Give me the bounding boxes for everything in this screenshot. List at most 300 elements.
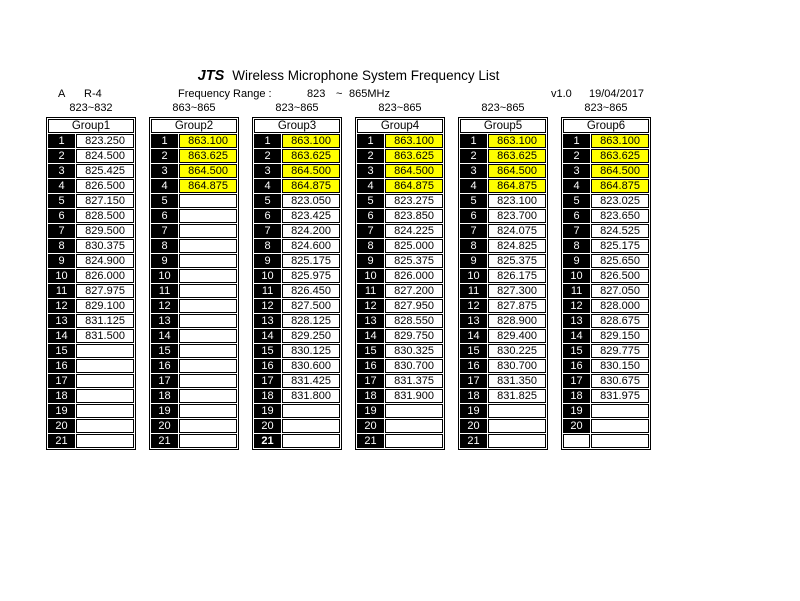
frequency-value-cell: 831.975 xyxy=(591,389,649,403)
frequency-value-cell xyxy=(488,434,546,448)
table-row xyxy=(254,194,340,208)
table-row xyxy=(48,164,134,178)
frequency-value-cell xyxy=(179,374,237,388)
frequency-value-cell xyxy=(179,194,237,208)
table-row xyxy=(460,209,546,223)
table-row xyxy=(151,239,237,253)
table-row xyxy=(563,434,649,448)
frequency-value-cell xyxy=(385,419,443,433)
table-row xyxy=(563,404,649,418)
channel-number-cell: 8 xyxy=(357,239,384,253)
channel-number-cell: 8 xyxy=(460,239,487,253)
channel-number-cell: 5 xyxy=(254,194,281,208)
frequency-range-start: 823 xyxy=(307,88,326,100)
frequency-value-cell: 825.000 xyxy=(385,239,443,253)
group-range-label: 823~865 xyxy=(481,102,525,114)
channel-number-cell: 13 xyxy=(151,314,178,328)
table-row xyxy=(357,209,443,223)
frequency-value-cell xyxy=(76,419,134,433)
channel-number-cell: 7 xyxy=(254,224,281,238)
channel-number-cell: 7 xyxy=(357,224,384,238)
table-row xyxy=(563,419,649,433)
channel-number-cell: 15 xyxy=(460,344,487,358)
channel-number-cell: 4 xyxy=(48,179,75,193)
table-row xyxy=(460,224,546,238)
frequency-value-cell: 829.150 xyxy=(591,329,649,343)
frequency-value-cell xyxy=(179,329,237,343)
table-row xyxy=(357,344,443,358)
frequency-value-cell: 826.450 xyxy=(282,284,340,298)
table-row xyxy=(151,179,237,193)
frequency-value-cell xyxy=(76,389,134,403)
table-row xyxy=(563,239,649,253)
channel-number-cell: 14 xyxy=(254,329,281,343)
table-row xyxy=(254,284,340,298)
channel-number-cell: 15 xyxy=(563,344,590,358)
channel-number-cell: 6 xyxy=(151,209,178,223)
frequency-value-cell xyxy=(282,404,340,418)
channel-number-cell: 18 xyxy=(254,389,281,403)
frequency-table xyxy=(355,117,445,450)
table-row xyxy=(563,224,649,238)
channel-number-cell: 11 xyxy=(254,284,281,298)
frequency-value-cell: 824.500 xyxy=(76,149,134,163)
frequency-value-cell xyxy=(179,404,237,418)
frequency-value-cell: 824.600 xyxy=(282,239,340,253)
table-row xyxy=(48,389,134,403)
channel-number-cell: 16 xyxy=(460,359,487,373)
frequency-value-cell: 826.000 xyxy=(76,269,134,283)
group-header: Group2 xyxy=(151,119,237,133)
channel-number-cell: 20 xyxy=(151,419,178,433)
table-row xyxy=(151,284,237,298)
frequency-value-cell: 827.150 xyxy=(76,194,134,208)
frequency-value-cell: 827.975 xyxy=(76,284,134,298)
group-header: Group4 xyxy=(357,119,443,133)
frequency-value-cell: 825.175 xyxy=(591,239,649,253)
channel-number-cell: 19 xyxy=(151,404,178,418)
channel-number-cell: 9 xyxy=(254,254,281,268)
frequency-value-cell: 823.650 xyxy=(591,209,649,223)
channel-number-cell: 20 xyxy=(460,419,487,433)
channel-number-cell: 5 xyxy=(357,194,384,208)
frequency-value-cell: 864.500 xyxy=(591,164,649,178)
table-row xyxy=(563,254,649,268)
page-title xyxy=(46,68,651,84)
table-row xyxy=(48,404,134,418)
table-row xyxy=(151,134,237,148)
table-row xyxy=(563,299,649,313)
table-row xyxy=(151,194,237,208)
frequency-value-cell: 863.625 xyxy=(282,149,340,163)
channel-number-cell: 10 xyxy=(151,269,178,283)
frequency-value-cell: 823.850 xyxy=(385,209,443,223)
table-row xyxy=(151,329,237,343)
table-row xyxy=(357,389,443,403)
channel-number-cell: 6 xyxy=(48,209,75,223)
frequency-value-cell: 828.675 xyxy=(591,314,649,328)
table-row xyxy=(357,434,443,448)
frequency-value-cell: 864.875 xyxy=(179,179,237,193)
channel-number-cell: 4 xyxy=(460,179,487,193)
frequency-value-cell: 824.075 xyxy=(488,224,546,238)
channel-number-cell: 6 xyxy=(357,209,384,223)
frequency-value-cell: 864.500 xyxy=(179,164,237,178)
frequency-value-cell: 825.975 xyxy=(282,269,340,283)
table-row xyxy=(460,359,546,373)
table-row xyxy=(563,164,649,178)
table-row xyxy=(357,134,443,148)
table-row xyxy=(563,134,649,148)
group-header-row xyxy=(48,119,134,133)
table-row xyxy=(48,194,134,208)
table-row xyxy=(48,224,134,238)
table-row xyxy=(151,209,237,223)
table-row xyxy=(151,164,237,178)
frequency-table xyxy=(252,117,342,450)
frequency-value-cell: 824.225 xyxy=(385,224,443,238)
channel-number-cell: 21 xyxy=(151,434,178,448)
frequency-value-cell: 823.250 xyxy=(76,134,134,148)
table-row xyxy=(460,194,546,208)
table-row xyxy=(254,374,340,388)
table-row xyxy=(460,164,546,178)
table-row xyxy=(460,404,546,418)
frequency-value-cell: 824.525 xyxy=(591,224,649,238)
channel-number-cell: 3 xyxy=(48,164,75,178)
frequency-value-cell: 824.200 xyxy=(282,224,340,238)
table-row xyxy=(460,284,546,298)
table-row xyxy=(151,149,237,163)
channel-number-cell: 17 xyxy=(357,374,384,388)
table-row xyxy=(460,314,546,328)
frequency-value-cell: 830.225 xyxy=(488,344,546,358)
frequency-value-cell: 830.700 xyxy=(488,359,546,373)
frequency-value-cell: 827.050 xyxy=(591,284,649,298)
group-range-label: 823~865 xyxy=(275,102,319,114)
frequency-value-cell: 827.300 xyxy=(488,284,546,298)
table-row xyxy=(48,254,134,268)
table-row xyxy=(254,134,340,148)
table-row xyxy=(48,179,134,193)
table-row xyxy=(151,359,237,373)
frequency-value-cell xyxy=(282,434,340,448)
table-row xyxy=(563,269,649,283)
table-row xyxy=(151,419,237,433)
channel-number-cell: 17 xyxy=(151,374,178,388)
channel-number-cell: 11 xyxy=(563,284,590,298)
frequency-value-cell: 825.175 xyxy=(282,254,340,268)
frequency-value-cell: 864.500 xyxy=(488,164,546,178)
frequency-value-cell: 830.125 xyxy=(282,344,340,358)
channel-number-cell: 6 xyxy=(254,209,281,223)
group-header: Group3 xyxy=(254,119,340,133)
table-row xyxy=(357,314,443,328)
group-header: Group1 xyxy=(48,119,134,133)
frequency-value-cell: 823.275 xyxy=(385,194,443,208)
group-header-row xyxy=(357,119,443,133)
table-row xyxy=(460,254,546,268)
frequency-value-cell: 831.125 xyxy=(76,314,134,328)
table-row xyxy=(357,254,443,268)
table-row xyxy=(254,359,340,373)
frequency-value-cell: 830.325 xyxy=(385,344,443,358)
frequency-value-cell: 863.625 xyxy=(385,149,443,163)
table-row xyxy=(48,209,134,223)
table-row xyxy=(151,254,237,268)
frequency-value-cell: 825.425 xyxy=(76,164,134,178)
table-row xyxy=(48,269,134,283)
channel-number-cell: 7 xyxy=(563,224,590,238)
channel-number-cell: 11 xyxy=(460,284,487,298)
table-row xyxy=(254,179,340,193)
channel-number-cell: 21 xyxy=(48,434,75,448)
frequency-table xyxy=(458,117,548,450)
channel-number-cell: 12 xyxy=(357,299,384,313)
channel-number-cell: 11 xyxy=(151,284,178,298)
table-row xyxy=(563,374,649,388)
frequency-range-tilde: ~ xyxy=(336,88,343,100)
frequency-value-cell: 830.700 xyxy=(385,359,443,373)
table-row xyxy=(48,374,134,388)
channel-number-cell: 1 xyxy=(460,134,487,148)
channel-number-cell: 7 xyxy=(460,224,487,238)
channel-number-cell: 4 xyxy=(357,179,384,193)
frequency-value-cell: 829.775 xyxy=(591,344,649,358)
table-row xyxy=(254,299,340,313)
frequency-value-cell: 864.500 xyxy=(385,164,443,178)
brand-logo-text: JTS xyxy=(197,68,225,84)
frequency-value-cell: 864.875 xyxy=(591,179,649,193)
table-row xyxy=(563,389,649,403)
channel-number-cell: 2 xyxy=(357,149,384,163)
group-column xyxy=(46,102,136,450)
channel-number-cell: 19 xyxy=(357,404,384,418)
channel-number-cell: 2 xyxy=(254,149,281,163)
table-row xyxy=(254,314,340,328)
table-row xyxy=(563,209,649,223)
band-letter: A xyxy=(58,88,66,100)
channel-number-cell: 15 xyxy=(151,344,178,358)
frequency-value-cell: 863.625 xyxy=(488,149,546,163)
channel-number-cell: 11 xyxy=(357,284,384,298)
table-row xyxy=(48,419,134,433)
channel-number-cell: 13 xyxy=(460,314,487,328)
channel-number-cell: 3 xyxy=(563,164,590,178)
channel-number-cell: 18 xyxy=(460,389,487,403)
table-row xyxy=(357,419,443,433)
table-row xyxy=(48,284,134,298)
frequency-value-cell: 827.200 xyxy=(385,284,443,298)
table-row xyxy=(254,329,340,343)
channel-number-cell: 13 xyxy=(357,314,384,328)
channel-number-cell: 20 xyxy=(254,419,281,433)
frequency-value-cell xyxy=(179,284,237,298)
frequency-value-cell xyxy=(76,404,134,418)
table-row xyxy=(357,404,443,418)
table-row xyxy=(460,389,546,403)
table-row xyxy=(48,149,134,163)
frequency-value-cell: 827.875 xyxy=(488,299,546,313)
table-row xyxy=(460,419,546,433)
frequency-value-cell: 830.375 xyxy=(76,239,134,253)
frequency-value-cell: 830.600 xyxy=(282,359,340,373)
table-row xyxy=(254,404,340,418)
channel-number-cell: 20 xyxy=(357,419,384,433)
frequency-value-cell: 828.900 xyxy=(488,314,546,328)
channel-number-cell: 13 xyxy=(563,314,590,328)
channel-number-cell: 16 xyxy=(254,359,281,373)
table-row xyxy=(357,299,443,313)
frequency-value-cell: 830.675 xyxy=(591,374,649,388)
channel-number-cell: 10 xyxy=(563,269,590,283)
frequency-value-cell: 825.375 xyxy=(488,254,546,268)
channel-number-cell: 17 xyxy=(460,374,487,388)
channel-number-cell: 4 xyxy=(254,179,281,193)
frequency-value-cell: 826.500 xyxy=(591,269,649,283)
channel-number-cell: 5 xyxy=(563,194,590,208)
table-row xyxy=(151,299,237,313)
table-row xyxy=(357,224,443,238)
frequency-value-cell xyxy=(179,314,237,328)
channel-number-cell: 5 xyxy=(460,194,487,208)
frequency-value-cell: 864.875 xyxy=(385,179,443,193)
channel-number-cell: 2 xyxy=(460,149,487,163)
model-number: R-4 xyxy=(84,88,102,100)
frequency-value-cell: 823.050 xyxy=(282,194,340,208)
frequency-value-cell xyxy=(179,224,237,238)
frequency-value-cell xyxy=(591,404,649,418)
channel-number-cell: 1 xyxy=(48,134,75,148)
table-row xyxy=(48,134,134,148)
channel-number-cell: 16 xyxy=(48,359,75,373)
channel-number-cell: 18 xyxy=(151,389,178,403)
group-column xyxy=(252,102,342,450)
channel-number-cell: 4 xyxy=(151,179,178,193)
table-row xyxy=(563,149,649,163)
channel-number-cell: 15 xyxy=(254,344,281,358)
channel-number-cell: 14 xyxy=(151,329,178,343)
frequency-value-cell xyxy=(76,374,134,388)
table-row xyxy=(460,269,546,283)
frequency-value-cell xyxy=(591,434,649,448)
channel-number-cell: 12 xyxy=(48,299,75,313)
table-row xyxy=(254,419,340,433)
table-row xyxy=(254,344,340,358)
frequency-value-cell xyxy=(179,239,237,253)
table-row xyxy=(357,164,443,178)
table-row xyxy=(357,374,443,388)
channel-number-cell: 14 xyxy=(460,329,487,343)
table-row xyxy=(357,329,443,343)
table-row xyxy=(460,374,546,388)
channel-number-cell: 10 xyxy=(460,269,487,283)
frequency-value-cell xyxy=(385,434,443,448)
channel-number-cell: 17 xyxy=(563,374,590,388)
table-row xyxy=(460,344,546,358)
table-row xyxy=(460,434,546,448)
frequency-value-cell xyxy=(179,209,237,223)
frequency-value-cell: 831.900 xyxy=(385,389,443,403)
channel-number-cell: 3 xyxy=(357,164,384,178)
frequency-value-cell xyxy=(179,419,237,433)
table-row xyxy=(48,359,134,373)
channel-number-cell: 3 xyxy=(254,164,281,178)
channel-number-cell: 14 xyxy=(563,329,590,343)
group-range-label: 823~865 xyxy=(584,102,628,114)
channel-number-cell: 3 xyxy=(151,164,178,178)
frequency-value-cell xyxy=(76,434,134,448)
frequency-value-cell xyxy=(591,419,649,433)
frequency-value-cell: 828.000 xyxy=(591,299,649,313)
channel-number-cell: 19 xyxy=(563,404,590,418)
table-row xyxy=(151,374,237,388)
table-row xyxy=(151,389,237,403)
channel-number-cell: 21 xyxy=(357,434,384,448)
frequency-value-cell xyxy=(488,419,546,433)
group-header-row xyxy=(254,119,340,133)
frequency-value-cell xyxy=(179,434,237,448)
frequency-value-cell: 823.425 xyxy=(282,209,340,223)
channel-number-cell: 20 xyxy=(563,419,590,433)
frequency-value-cell: 831.500 xyxy=(76,329,134,343)
table-row xyxy=(48,434,134,448)
table-row xyxy=(254,149,340,163)
channel-number-cell: 12 xyxy=(460,299,487,313)
channel-number-cell: 14 xyxy=(357,329,384,343)
frequency-value-cell: 831.825 xyxy=(488,389,546,403)
table-row xyxy=(563,359,649,373)
channel-number-cell: 1 xyxy=(151,134,178,148)
channel-number-cell: 21 xyxy=(460,434,487,448)
table-row xyxy=(563,179,649,193)
group-tables xyxy=(46,102,651,450)
table-row xyxy=(460,239,546,253)
channel-number-cell: 6 xyxy=(563,209,590,223)
frequency-value-cell: 828.500 xyxy=(76,209,134,223)
channel-number-cell: 9 xyxy=(48,254,75,268)
table-row xyxy=(563,344,649,358)
frequency-value-cell xyxy=(76,344,134,358)
channel-number-cell: 16 xyxy=(151,359,178,373)
channel-number-cell: 1 xyxy=(254,134,281,148)
channel-number-cell: 10 xyxy=(254,269,281,283)
table-row xyxy=(151,404,237,418)
channel-number-cell: 13 xyxy=(48,314,75,328)
group-column xyxy=(458,102,548,450)
frequency-value-cell: 827.500 xyxy=(282,299,340,313)
channel-number-cell: 5 xyxy=(151,194,178,208)
group-header-row xyxy=(460,119,546,133)
frequency-value-cell xyxy=(76,359,134,373)
table-row xyxy=(460,299,546,313)
frequency-value-cell xyxy=(179,269,237,283)
header-meta-row xyxy=(0,88,800,102)
frequency-value-cell: 863.625 xyxy=(591,149,649,163)
frequency-value-cell: 829.400 xyxy=(488,329,546,343)
frequency-value-cell: 829.500 xyxy=(76,224,134,238)
channel-number-cell: 15 xyxy=(48,344,75,358)
channel-number-cell: 15 xyxy=(357,344,384,358)
frequency-value-cell: 831.800 xyxy=(282,389,340,403)
group-range-label: 823~832 xyxy=(69,102,113,114)
channel-number-cell: 5 xyxy=(48,194,75,208)
group-range-label: 863~865 xyxy=(172,102,216,114)
group-column xyxy=(355,102,445,450)
frequency-value-cell: 831.350 xyxy=(488,374,546,388)
channel-number-cell: 19 xyxy=(48,404,75,418)
table-row xyxy=(151,224,237,238)
